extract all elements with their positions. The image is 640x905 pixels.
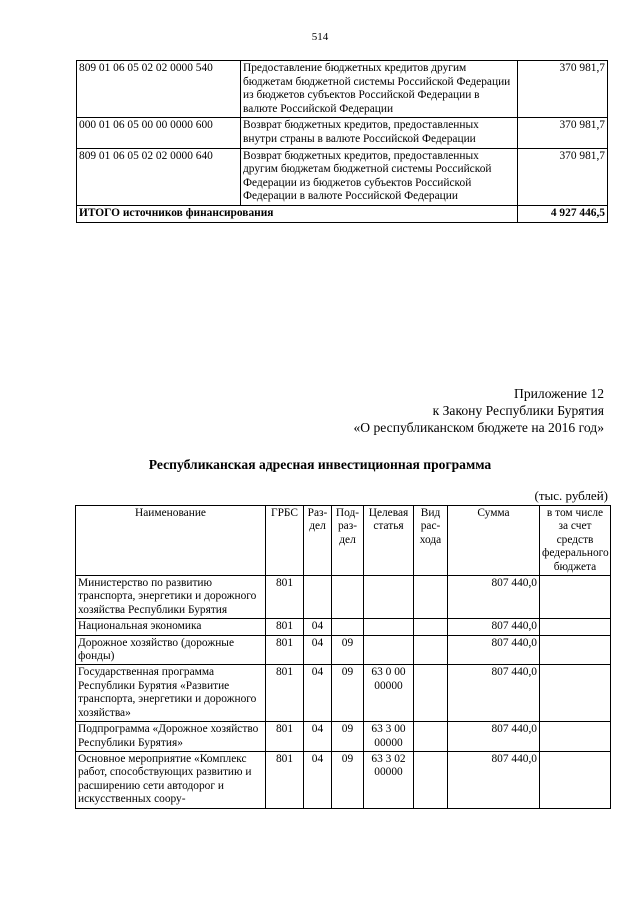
row-sum: 807 440,0 (448, 751, 540, 808)
source-amount: 370 981,7 (518, 61, 608, 118)
row-vid (414, 635, 448, 665)
row-podrazdel: 09 (332, 722, 364, 752)
row-sum: 807 440,0 (448, 576, 540, 619)
row-name: Основное мероприятие «Комплекс работ, способствующих развитию и расширению сети автодорог и искусственных соору- (76, 751, 266, 808)
row-vid (414, 619, 448, 635)
row-sum: 807 440,0 (448, 635, 540, 665)
row-vid (414, 576, 448, 619)
table-row (76, 751, 611, 808)
row-razdel: 04 (304, 751, 332, 808)
budget-code: 809 01 06 05 02 02 0000 540 (77, 61, 241, 118)
row-grbs: 801 (266, 722, 304, 752)
table-row (76, 635, 611, 665)
program-title: Республиканская адресная инвестиционная программа (148, 457, 492, 472)
header-row (76, 506, 611, 576)
row-grbs: 801 (266, 619, 304, 635)
row-razdel: 04 (304, 619, 332, 635)
row-razdel: 04 (304, 722, 332, 752)
appendix-header (353, 385, 604, 436)
budget-code: 809 01 06 05 02 02 0000 640 (77, 148, 241, 205)
financing-sources-table (76, 60, 608, 223)
row-grbs: 801 (266, 751, 304, 808)
row-sum: 807 440,0 (448, 619, 540, 635)
table-row (77, 61, 608, 118)
table-row (76, 665, 611, 722)
row-target: 63 3 02 00000 (364, 751, 414, 808)
page-number: 514 (311, 31, 329, 43)
row-federal (540, 635, 611, 665)
budget-code: 000 01 06 05 00 00 0000 600 (77, 118, 241, 148)
row-name: Национальная экономика (76, 619, 266, 635)
row-target (364, 619, 414, 635)
header-vid: Вид рас-хода (414, 506, 448, 576)
row-target: 63 0 00 00000 (364, 665, 414, 722)
row-razdel: 04 (304, 635, 332, 665)
row-federal (540, 665, 611, 722)
row-target (364, 635, 414, 665)
header-razdel: Раз-дел (304, 506, 332, 576)
row-podrazdel: 09 (332, 751, 364, 808)
header-grbs: ГРБС (266, 506, 304, 576)
investment-program-table (75, 505, 611, 809)
row-federal (540, 619, 611, 635)
row-vid (414, 665, 448, 722)
row-name: Дорожное хозяйство (дорожные фонды) (76, 635, 266, 665)
row-grbs: 801 (266, 665, 304, 722)
row-target (364, 576, 414, 619)
table-row (76, 722, 611, 752)
table-row (77, 118, 608, 148)
row-federal (540, 751, 611, 808)
total-value: 4 927 446,5 (518, 205, 608, 222)
row-podrazdel (332, 576, 364, 619)
source-amount: 370 981,7 (518, 148, 608, 205)
row-razdel: 04 (304, 665, 332, 722)
appendix-law: к Закону Республики Бурятия (432, 403, 604, 418)
source-name: Возврат бюджетных кредитов, предоставленных внутри страны в валюте Российской Федерации (241, 118, 518, 148)
row-federal (540, 722, 611, 752)
row-podrazdel: 09 (332, 665, 364, 722)
header-sum: Сумма (448, 506, 540, 576)
table-row (76, 619, 611, 635)
total-label: ИТОГО источников финансирования (77, 205, 518, 222)
row-razdel (304, 576, 332, 619)
header-target: Целевая статья (364, 506, 414, 576)
row-name: Подпрограмма «Дорожное хозяйство Республики Бурятия» (76, 722, 266, 752)
row-grbs: 801 (266, 576, 304, 619)
header-name: Наименование (76, 506, 266, 576)
row-sum: 807 440,0 (448, 665, 540, 722)
appendix-number: Приложение 12 (514, 386, 604, 401)
row-sum: 807 440,0 (448, 722, 540, 752)
row-target: 63 3 00 00000 (364, 722, 414, 752)
row-name: Министерство по развитию транспорта, энергетики и дорожного хозяйства Республики Бурятия (76, 576, 266, 619)
row-grbs: 801 (266, 635, 304, 665)
row-federal (540, 576, 611, 619)
header-federal: в том числе за счет средств федерального бюджета (540, 506, 611, 576)
row-vid (414, 751, 448, 808)
appendix-law-title: «О республиканском бюджете на 2016 год» (353, 420, 604, 435)
total-row (77, 205, 608, 222)
units-label: (тыс. рублей) (534, 488, 608, 503)
row-name: Государственная программа Республики Бурятия «Развитие транспорта, энергетики и дорожного хозяйства» (76, 665, 266, 722)
row-podrazdel (332, 619, 364, 635)
source-amount: 370 981,7 (518, 118, 608, 148)
row-podrazdel: 09 (332, 635, 364, 665)
source-name: Предоставление бюджетных кредитов другим бюджетам бюджетной системы Российской Федерации из бюджетов субъектов Российской Федерации в валюте Российской Федерации (241, 61, 518, 118)
table-row (76, 576, 611, 619)
header-podrazdel: Под-раз-дел (332, 506, 364, 576)
source-name: Возврат бюджетных кредитов, предоставленных другим бюджетам бюджетной системы Российской Федерации из бюджетов субъектов Российской Федерации в валюте Российской Федерации (241, 148, 518, 205)
table-row (77, 148, 608, 205)
row-vid (414, 722, 448, 752)
